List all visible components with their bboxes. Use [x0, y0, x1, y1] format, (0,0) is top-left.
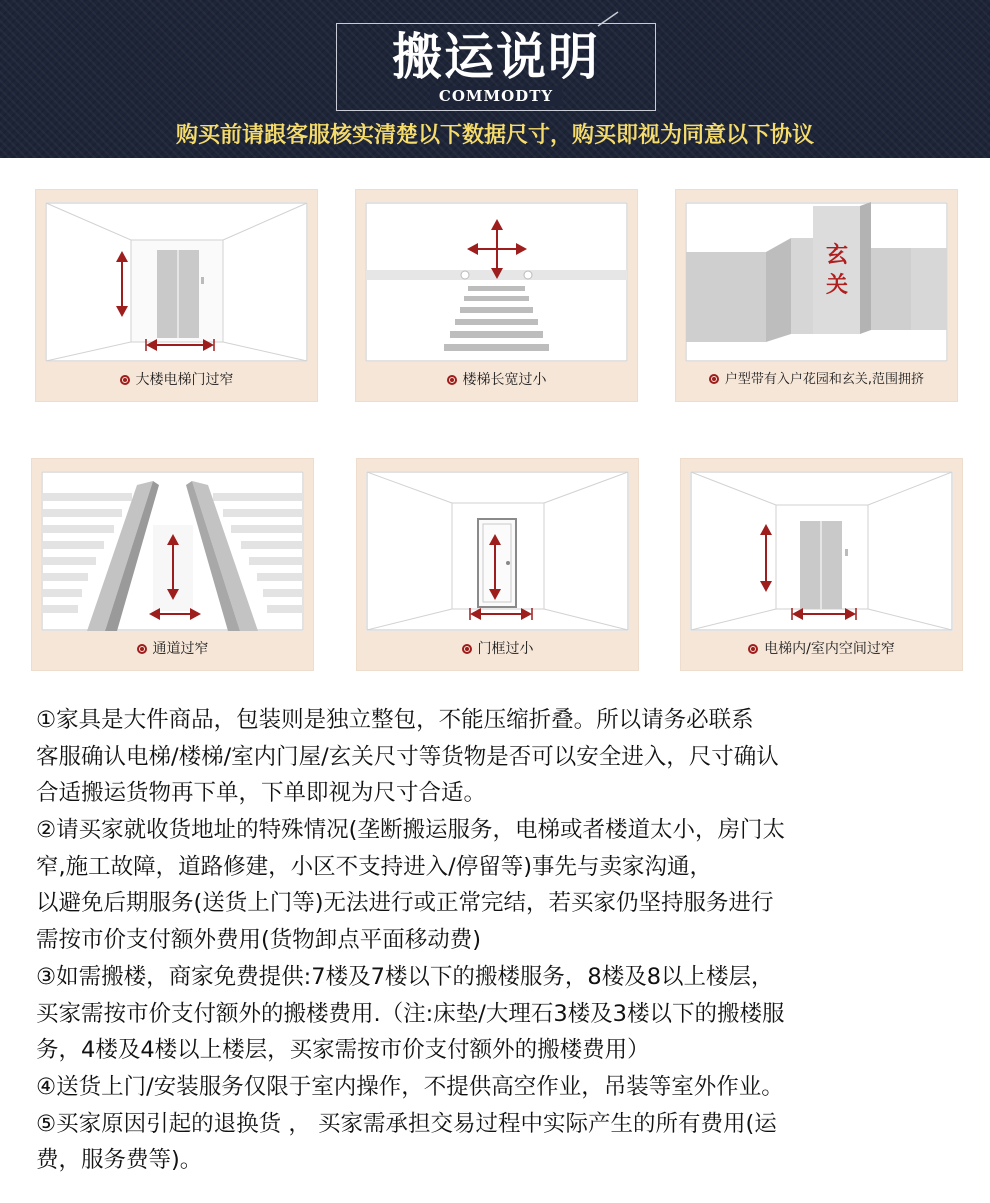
- card-elevator-door: [35, 189, 318, 402]
- title-corner-mark: [596, 10, 622, 28]
- card-narrow-corridor: [31, 458, 314, 671]
- page-title: 搬运说明: [392, 27, 600, 86]
- terms-line: 客服确认电梯/楼梯/室内门屋/玄关尺寸等货物是否可以安全进入，尺寸确认: [36, 743, 779, 770]
- elevator-interior-icon: [690, 471, 953, 631]
- terms-line: ⑤买家原因引起的退换货 ， 买家需承担交易过程中实际产生的所有费用(运: [36, 1110, 777, 1137]
- elevator-interior-illustration: [690, 471, 953, 631]
- narrow-corridor-icon: [41, 471, 304, 631]
- terms-line: 需按市价支付额外费用(货物卸点平面移动费): [36, 927, 482, 954]
- bullet-icon: [137, 644, 147, 654]
- narrow-corridor-illustration: [41, 471, 304, 631]
- svg-text:玄: 玄: [825, 243, 849, 268]
- elevator-door-illustration: [45, 202, 308, 362]
- door-frame-illustration: [366, 471, 629, 631]
- card-caption: 通道过窄: [32, 637, 313, 661]
- terms-line: 合适搬运货物再下单，下单即视为尺寸合适。: [36, 780, 487, 807]
- page-subtitle: COMMODTY: [430, 86, 562, 106]
- svg-text:关: 关: [825, 273, 849, 298]
- terms-line: ①家具是大件商品，包装则是独立整包，不能压缩折叠。所以请务必联系: [36, 707, 754, 733]
- terms-line: ③如需搬楼，商家免费提供:7楼及7楼以下的搬楼服务，8楼及8以上楼层，: [36, 963, 774, 990]
- card-caption: 楼梯长宽过小: [356, 368, 637, 392]
- door-frame-icon: [366, 471, 629, 631]
- staircase-illustration: [365, 202, 628, 362]
- card-staircase: [355, 189, 638, 402]
- terms-line: ④送货上门/安装服务仅限于室内操作，不提供高空作业，吊装等室外作业。: [36, 1073, 784, 1100]
- card-elevator-interior: [680, 458, 963, 671]
- card-caption: 门框过小: [357, 637, 638, 661]
- terms-line: 务，4楼及4楼以上楼层，买家需按市价支付额外的搬楼费用）: [36, 1037, 650, 1064]
- terms-line: 费，服务费等)。: [36, 1147, 203, 1174]
- card-door-frame: [356, 458, 639, 671]
- bullet-icon: [462, 644, 472, 654]
- terms-line: ②请买家就收货地址的特殊情况(垄断搬运服务，电梯或者楼道太小，房门太: [36, 817, 785, 844]
- entrance-hall-illustration: [685, 202, 948, 362]
- terms-line: 以避免后期服务(送货上门等)无法进行或正常完结，若买家仍坚持服务进行: [36, 890, 774, 917]
- terms-line: 买家需按市价支付额外的搬楼费用.（注:床垫/大理石3楼及3楼以下的搬楼服: [36, 1000, 785, 1027]
- card-entrance-hall: [675, 189, 958, 402]
- bullet-icon: [447, 375, 457, 385]
- delivery-terms: [36, 702, 956, 1179]
- bullet-icon: [748, 644, 758, 654]
- entrance-hall-icon: [685, 202, 948, 362]
- purchase-notice: 购买前请跟客服核实清楚以下数据尺寸，购买即视为同意以下协议: [175, 123, 814, 148]
- terms-line: 窄,施工故障，道路修建，小区不支持进入/停留等)事先与卖家沟通，: [36, 853, 713, 880]
- card-caption: 电梯内/室内空间过窄: [681, 637, 962, 661]
- bullet-icon: [120, 375, 130, 385]
- staircase-icon: [365, 202, 628, 362]
- elevator-door-icon: [45, 202, 308, 362]
- card-caption: 大楼电梯门过窄: [36, 368, 317, 392]
- card-caption: 户型带有入户花园和玄关,范围拥挤: [676, 368, 957, 392]
- bullet-icon: [709, 374, 719, 384]
